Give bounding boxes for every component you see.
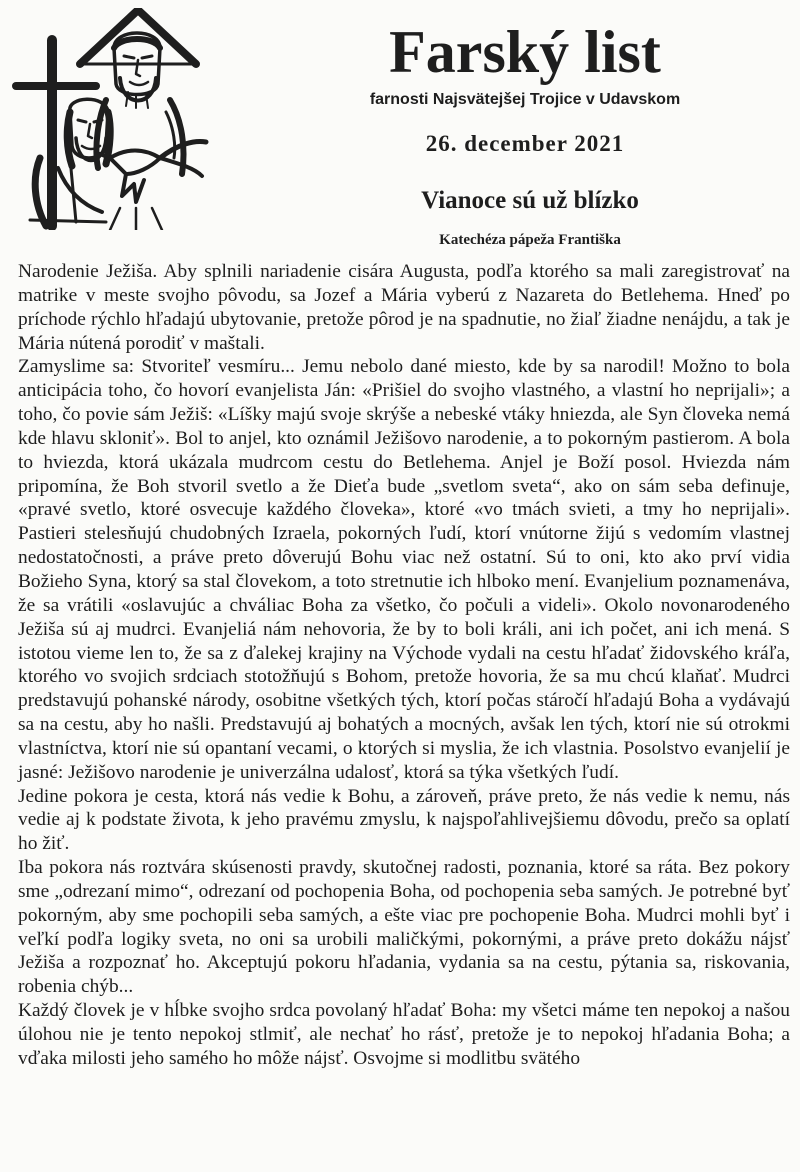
issue-date: 26. december 2021 [425, 131, 625, 156]
article-subtitle: Katechéza pápeža Františka [439, 232, 621, 248]
article-paragraph: Iba pokora nás roztvára skúsenosti pravdy, skutočnej radosti, poznania, ktoré sa ráta. Bez pokory sme „odrezaní mimo“, odrezaní od pochopenia Boha, od pochopenia seba samých. Je potrebné byť pokorným, aby sme pochopili seba samých, a ešte viac pre pochopenie Boha. Mudrci mohli byť i veľkí podľa logiky sveta, no oni sa urobili maličkými, pokornými, a práve preto dokážu nájsť Ježiša a rozpoznať ho. Akceptujú pokoru hľadania, vydania sa na cestu, pýtania sa, riskovania, robenia chýb... [18, 857, 790, 998]
article-paragraph: Jedine pokora je cesta, ktorá nás vedie k Bohu, a zároveň, práve preto, že nás vedie k nemu, nás vedie aj k podstate života, k jeho pravému zmyslu, k najspoľahlivejšiemu dôvodu, prečo sa oplatí ho žiť. [18, 785, 790, 855]
article-paragraph: Narodenie Ježiša. Aby splnili nariadenie cisára Augusta, podľa ktorého sa mali zaregistrovať na matrike v meste svojho pôvodu, sa Jozef a Mária vyberú z Nazareta do Betlehema. Hneď po príchode rýchlo hľadajú ubytovanie, pretože pôrod je na spadnutie, no žiaľ žiadne nenájdu, a tak je Mária nútená porodiť v maštali. [18, 261, 790, 354]
article-body [18, 260, 790, 1071]
parish-name: farnosti Najsvätejšej Trojice v Udavskom [369, 91, 681, 108]
article-paragraph: Každý človek je v hĺbke svojho srdca povolaný hľadať Boha: my všetci máme ten nepokoj a našou úlohou nie je tento nepokoj stlmiť, ale nechať ho rásť, pretože je to nepokoj hľadania Boha; a vďaka milosti jeho samého ho môže nájsť. Osvojme si modlitbu svätého [18, 1000, 790, 1069]
article-title: Vianoce sú už blízko [421, 187, 639, 214]
article-paragraph: Zamyslime sa: Stvoriteľ vesmíru... Jemu nebolo dané miesto, kde by sa narodil! Možno to bola anticipácia toho, čo hovorí evanjelista Ján: «Prišiel do svojho vlastného, a vlastní ho neprijali»; a toho, čo povie sám Ježiš: «Líšky majú svoje skrýše a nebeské vtáky hniezda, ale Syn človeka nemá kde hlavu skloniť». Bol to anjel, kto oznámil Ježišovo narodenie, a to pokorným pastierom. A bola to hviezda, ktorá ukázala mudrcom cestu do Betlehema. Anjel je Boží posol. Hviezda nám pripomína, že Boh stvoril svetlo a že Dieťa bude „svetlom sveta“, ako on sám seba definuje, «pravé svetlo, ktoré osvecuje každého človeka», ktoré «vo tmách svieti, a tmy ho neprijali». Pastieri stelesňujú chudobných Izraela, pokorných ľudí, ktorí vnútorne žijú s vedomím vlastnej nedostatočnosti, a práve preto dôverujú Bohu viac než ostatní. Sú to oni, kto ako prví vidia Božieho Syna, ktorý sa stal človekom, a toto stretnutie ich hlboko mení. Evanjelium poznamenáva, že sa vrátili «oslavujúc a chváliac Boha za všetko, čo počuli a videli». Okolo novonarodeného Ježiša sú aj mudrci. Evanjeliá nám nehovoria, že by to boli králi, ani ich počet, ani ich mená. S istotou vieme len to, že sa z ďalekej krajiny na Východe vydali na cestu hľadať židovského kráľa, ktorého vo svojich srdciach stotožňujú s Bohom, pretože hovoria, že sa mu chcú klaňať. Mudrci predstavujú pohanské národy, osobitne všetkých tých, ktorí počas stáročí hľadajú Boha a vydávajú sa na cestu, aby ho našli. Predstavujú aj bohatých a mocných, avšak len tých, ktorí nie sú otrokmi vlastníctva, ktorí nie sú opantaní vecami, o ktorých si myslia, že ich vlastnia. Posolstvo evanjelií je jasné: Ježišovo narodenie je univerzálna udalosť, ktorá sa týka všetkých ľudí. [18, 356, 790, 783]
newsletter-title: Farský list [389, 19, 661, 85]
holy-trinity-illustration-icon [10, 8, 220, 230]
